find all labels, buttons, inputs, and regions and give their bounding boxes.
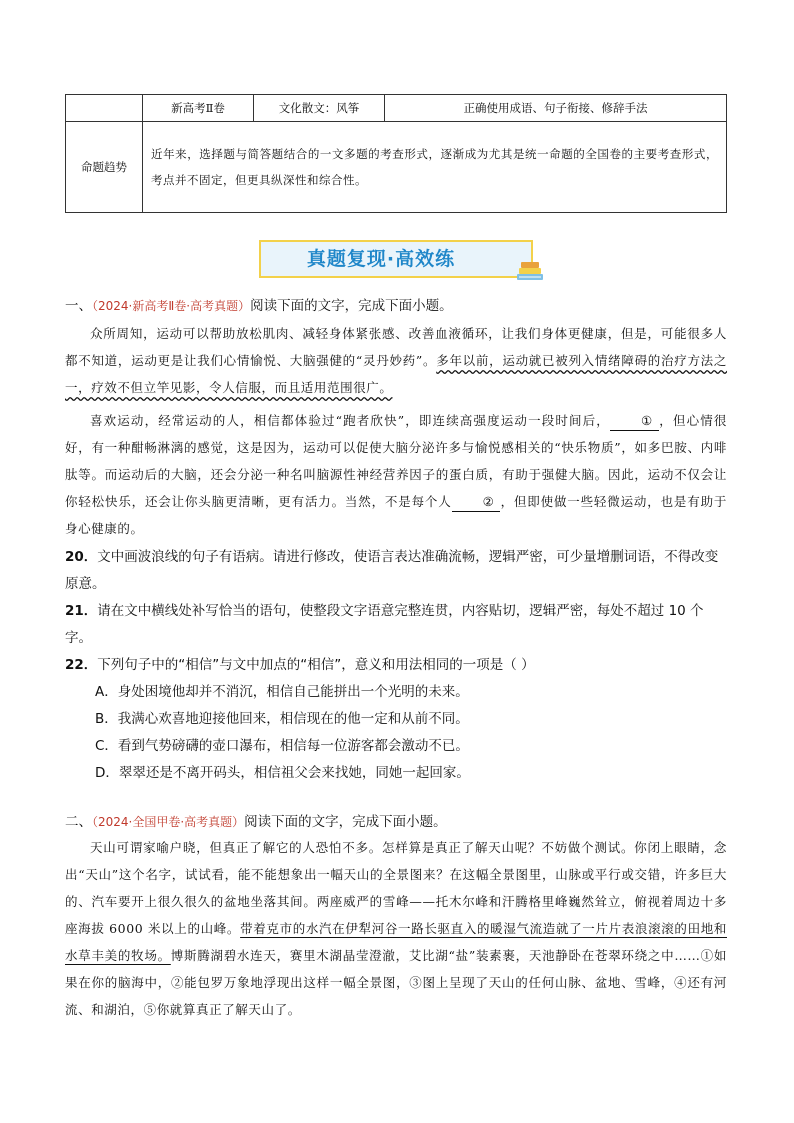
question-number: 21． — [65, 603, 98, 619]
passage-2 — [65, 834, 727, 1023]
instruction: 阅读下面的文字，完成下面小题。 — [244, 814, 447, 830]
paragraph-text: 天山可谓家喻户晓，但真正了解它的人恐怕不多。怎样算是真正了解天山呢？不妨做个测试。你闭上眼睛，念出“天山”这个名字，试试看，能不能想象出一幅天山的全景图来？在这幅全景图里，山脉或平行或交错，许多巨大的、汽车要开上很久很久的盆地坐落其间。两座威严的雪峰——托木尔峰和汗腾格里峰巍然耸立，俯视着周边十多座海拔 6000 米以上的山峰。 — [65, 840, 727, 936]
underlined-sentence: 带着克市的水汽在伊犁河谷一路长驱直入的暖湿气流造就了一片片表浪滚滚的田地和水草丰美的牧场。 — [65, 921, 727, 963]
option-b[interactable]: B．我满心欢喜地迎接他回来，相信现在的他一定和从前不同。 — [95, 711, 469, 727]
blank-1[interactable]: ① — [610, 412, 659, 431]
trend-table — [65, 94, 727, 213]
question-22 — [65, 652, 727, 679]
question-text: 文中画波浪线的句子有语病。请进行修改，使语言表达准确流畅，逻辑严密，可少量增删词语，不得改变原意。 — [65, 549, 719, 592]
section-banner — [259, 240, 533, 278]
books-icon — [515, 260, 545, 282]
passage-paragraph — [65, 407, 727, 542]
question-text: 请在文中横线处补写恰当的语句，使整段文字语意完整连贯，内容贴切，逻辑严密，每处不超过 10 个字。 — [65, 603, 704, 646]
table-cell-empty — [66, 95, 143, 122]
paragraph-text: 众所周知，运动可以帮助放松肌肉、减轻身体紧张感、改善血液循环，让我们身体更健康，但是，可能很多人都不知道，运动更是让我们心情愉悦、大脑强健的“灵丹妙药”。 — [65, 326, 727, 368]
table-cell-points: 正确使用成语、句子衔接、修辞手法 — [385, 95, 727, 122]
questions — [65, 544, 727, 787]
table-cell-genre: 文化散文：风筝 — [254, 95, 385, 122]
paragraph-text: 喜欢运动，经常运动的人，相信都体验过“跑者欣快”，即连续高强度运动一段时间后， — [90, 413, 610, 428]
source-tag: （2024·新高考Ⅱ卷·高考真题） — [92, 299, 251, 313]
option-a[interactable]: A．身处困境他却并不消沉，相信自己能拼出一个光明的未来。 — [95, 684, 469, 700]
passage-paragraph — [65, 834, 727, 1023]
wavy-underlined-sentence: 多年以前，运动就已被列入情绪障碍的治疗方法之一，疗效不但立竿见影，令人信服，而且适用范围很广。 — [65, 353, 728, 395]
section-2-heading — [65, 812, 727, 832]
banner-title: 真题复现·高效练 — [306, 248, 456, 270]
passage-1 — [65, 320, 727, 542]
table-cell-label: 命题趋势 — [66, 122, 143, 213]
table-row — [66, 95, 727, 122]
option-d[interactable]: D．翠翠还是不离开码头，相信祖父会来找她，同她一起回家。 — [95, 765, 470, 781]
question-number: 20． — [65, 549, 98, 565]
paragraph-text: 博斯腾湖碧水连天，赛里木湖晶莹澄澈，艾比湖“盐”装素裹，天池静卧在苍翠环绕之中……①如果在你的脑海中，②能包罗万象地浮现出这样一幅全景图，③图上呈现了天山的任何山脉、盆地、雪峰，④还有河流、和湖泊，⑤你就算真正了解天山了。 — [65, 948, 727, 1017]
passage-paragraph — [65, 320, 727, 401]
question-number: 22． — [65, 657, 98, 673]
paragraph-text: ，但即使做一些轻微运动，也是有助于身心健康的。 — [65, 494, 728, 536]
section-number: 一、 — [65, 298, 92, 314]
paragraph-text: ，但心情很好，有一种酣畅淋漓的感觉，这是因为，运动可以促使大脑分泌许多与愉悦感相关的“快乐物质”，如多巴胺、内啡肽等。而运动后的大脑，还会分泌一种名叫脑源性神经营养因子的蛋白质，有助于强健大脑。因此，运动不仅会让你轻松快乐，还会让你头脑更清晰，更有活力。当然，不是每个人 — [65, 413, 727, 509]
question-21 — [65, 598, 727, 652]
source-tag: （2024·全国甲卷·高考真题） — [92, 815, 245, 829]
table-cell-trend-text: 近年来，选择题与简答题结合的一文多题的考查形式，逐渐成为尤其是统一命题的全国卷的主要考查形式，考点并不固定，但更具纵深性和综合性。 — [143, 122, 727, 213]
section-2 — [65, 812, 727, 1023]
question-20 — [65, 544, 727, 598]
blank-2[interactable]: ② — [452, 493, 501, 512]
section-1-heading — [65, 296, 727, 316]
instruction: 阅读下面的文字，完成下面小题。 — [250, 298, 453, 314]
section-number: 二、 — [65, 814, 92, 830]
question-text: 下列句子中的“相信”与文中加点的“相信”，意义和用法相同的一项是（ ） — [97, 657, 535, 673]
option-c[interactable]: C．看到气势磅礴的壶口瀑布，相信每一位游客都会激动不已。 — [95, 738, 469, 754]
table-cell-exam: 新高考Ⅱ卷 — [143, 95, 254, 122]
table-row — [66, 122, 727, 213]
section-1 — [65, 296, 727, 787]
